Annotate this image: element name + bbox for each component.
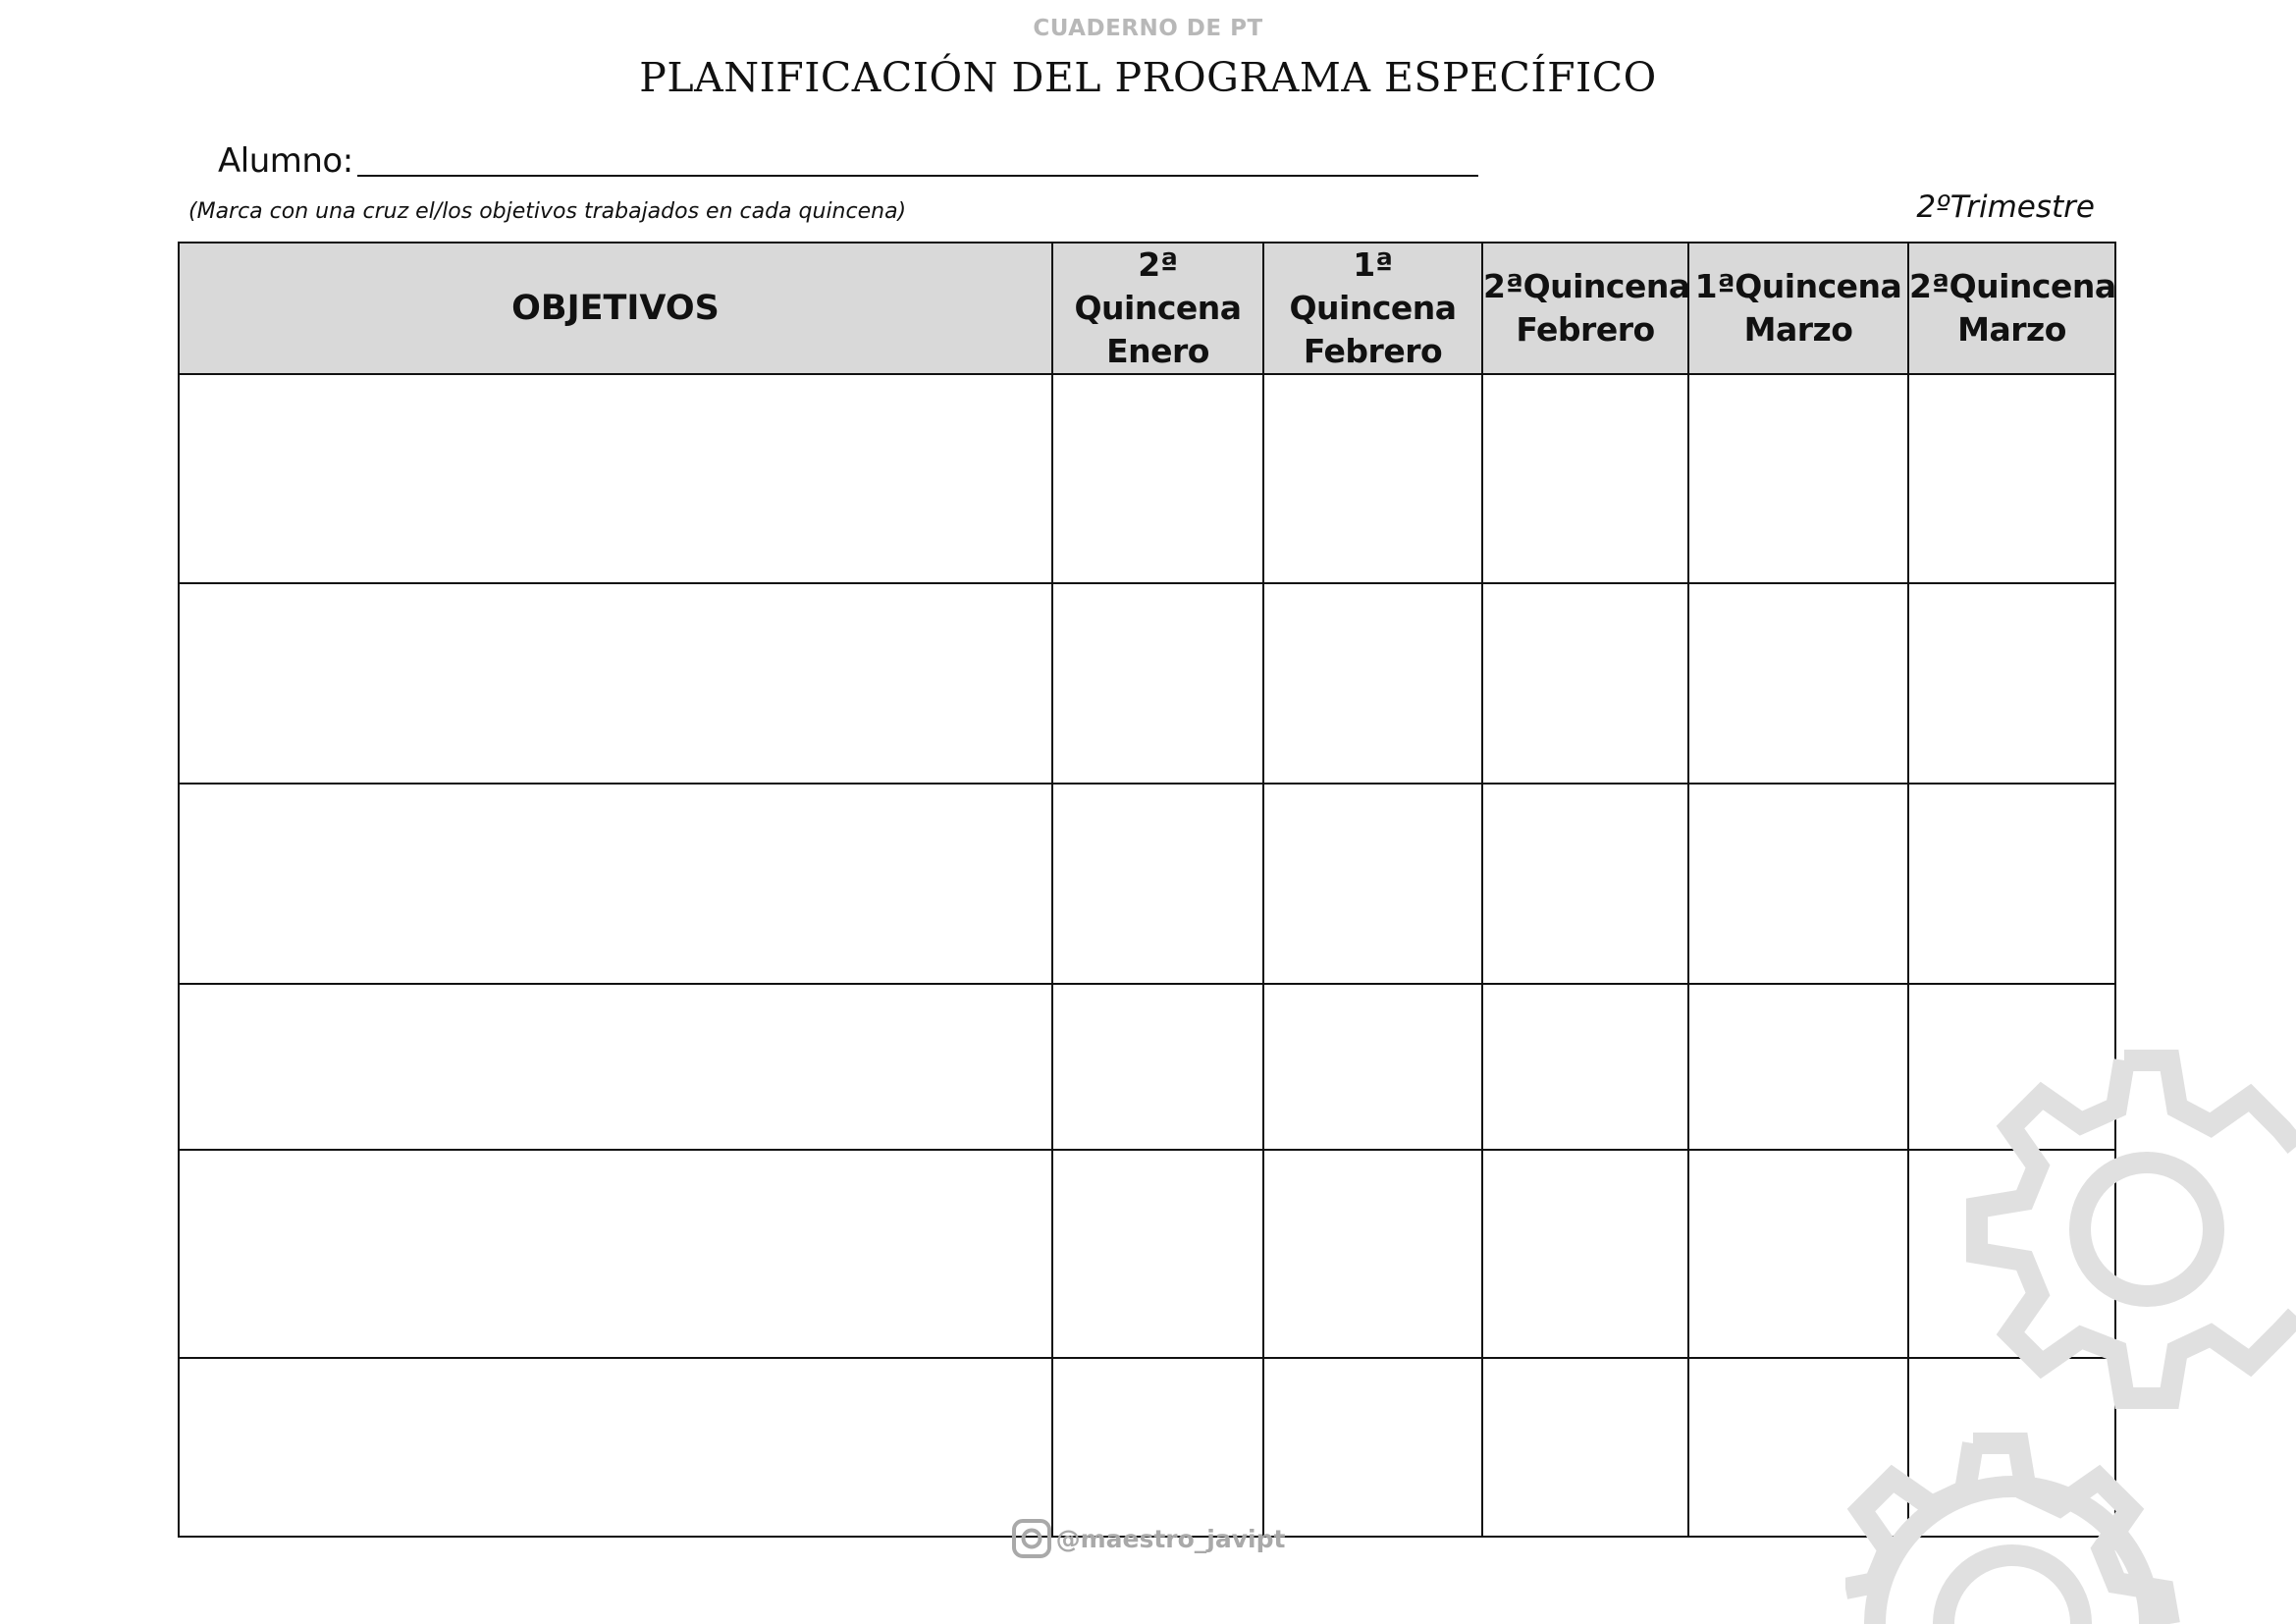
instruction-note: (Marca con una cruz el/los objetivos trabajados en cada quincena) xyxy=(188,199,907,224)
objective-cell[interactable] xyxy=(179,1150,1052,1358)
check-cell[interactable] xyxy=(1482,1358,1688,1537)
objective-cell[interactable] xyxy=(179,583,1052,784)
column-header: 2ª Quincena Enero xyxy=(1052,243,1263,374)
objective-cell[interactable] xyxy=(179,784,1052,984)
gear-icon xyxy=(1845,1031,2296,1624)
table-row xyxy=(179,784,2115,984)
instagram-icon xyxy=(1011,1518,1052,1559)
column-header: 1ª Quincena Febrero xyxy=(1263,243,1482,374)
check-cell[interactable] xyxy=(1263,784,1482,984)
check-cell[interactable] xyxy=(1688,374,1908,583)
check-cell[interactable] xyxy=(1482,984,1688,1150)
check-cell[interactable] xyxy=(1052,583,1263,784)
check-cell[interactable] xyxy=(1263,984,1482,1150)
objective-cell[interactable] xyxy=(179,984,1052,1150)
table-row xyxy=(179,374,2115,583)
check-cell[interactable] xyxy=(1908,784,2115,984)
notebook-label: CUADERNO DE PT xyxy=(1033,16,1263,41)
planning-table xyxy=(178,242,2116,1538)
table-row xyxy=(179,583,2115,784)
check-cell[interactable] xyxy=(1482,374,1688,583)
table-row xyxy=(179,1358,2115,1537)
check-cell[interactable] xyxy=(1688,784,1908,984)
check-cell[interactable] xyxy=(1482,784,1688,984)
objective-cell[interactable] xyxy=(179,1358,1052,1537)
check-cell[interactable] xyxy=(1052,1150,1263,1358)
social-handle: @maestro_javipt xyxy=(1055,1524,1286,1553)
check-cell[interactable] xyxy=(1263,583,1482,784)
check-cell[interactable] xyxy=(1052,374,1263,583)
objective-cell[interactable] xyxy=(179,374,1052,583)
check-cell[interactable] xyxy=(1052,1358,1263,1537)
page-title: PLANIFICACIÓN DEL PROGRAMA ESPECÍFICO xyxy=(639,54,1657,101)
objectives-header: OBJETIVOS xyxy=(179,243,1052,374)
check-cell[interactable] xyxy=(1263,1358,1482,1537)
student-label: Alumno: xyxy=(218,141,353,181)
check-cell[interactable] xyxy=(1908,374,2115,583)
student-name-line[interactable] xyxy=(357,175,1478,177)
column-header: 2ªQuincena Marzo xyxy=(1908,243,2115,374)
table-header-row xyxy=(179,243,2115,374)
trimester-label: 2ºTrimestre xyxy=(1916,189,2095,225)
column-header: 1ªQuincena Marzo xyxy=(1688,243,1908,374)
check-cell[interactable] xyxy=(1263,1150,1482,1358)
check-cell[interactable] xyxy=(1482,1150,1688,1358)
check-cell[interactable] xyxy=(1052,984,1263,1150)
check-cell[interactable] xyxy=(1688,583,1908,784)
table-row xyxy=(179,984,2115,1150)
table-row xyxy=(179,1150,2115,1358)
check-cell[interactable] xyxy=(1263,374,1482,583)
check-cell[interactable] xyxy=(1052,784,1263,984)
student-name-row xyxy=(218,132,1478,181)
check-cell[interactable] xyxy=(1482,583,1688,784)
check-cell[interactable] xyxy=(1908,583,2115,784)
column-header: 2ªQuincena Febrero xyxy=(1482,243,1688,374)
